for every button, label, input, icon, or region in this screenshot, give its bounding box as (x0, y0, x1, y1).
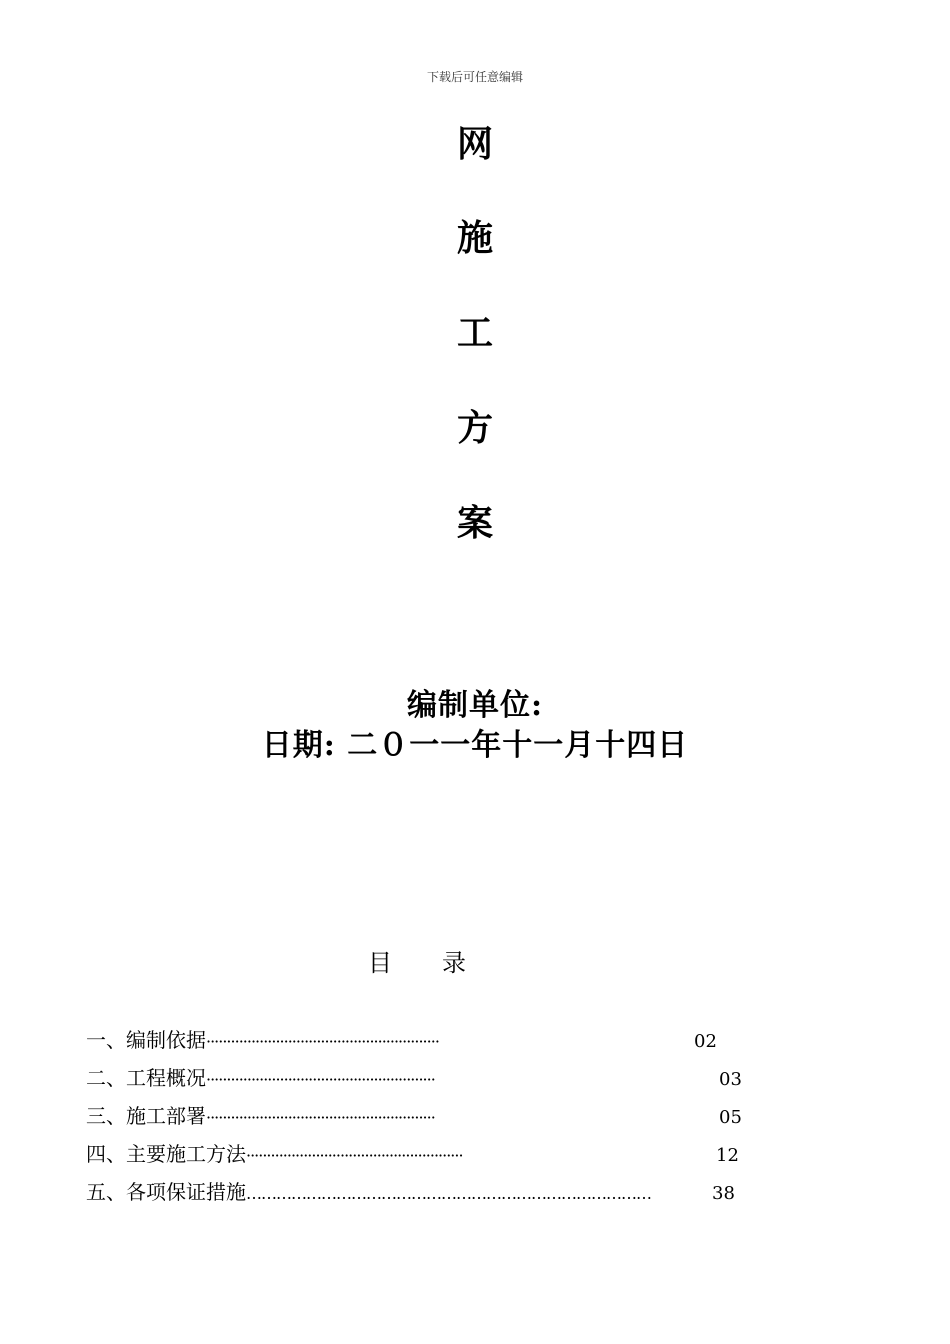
toc-item[interactable] (86, 1101, 786, 1139)
toc-item-page: 03 (719, 1069, 742, 1090)
toc-item-leader: ························································ (206, 1108, 435, 1127)
toc-item-label: 四、主要施工方法 (86, 1142, 246, 1166)
toc-item-page: 38 (712, 1183, 735, 1204)
toc-item-label: 五、各项保证措施 (86, 1180, 246, 1204)
title-char-1: 网 (456, 123, 493, 165)
header-note: 下载后可任意编辑 (426, 70, 523, 84)
toc-item-page: 05 (719, 1107, 742, 1128)
toc-item-leader: ························································· (206, 1032, 439, 1051)
toc-item[interactable] (86, 1025, 786, 1063)
title-char-2: 施 (456, 217, 493, 259)
toc-title (368, 948, 466, 978)
toc-title-right: 录 (442, 949, 466, 977)
toc-item-leader: ····················································· (246, 1146, 463, 1165)
toc-item[interactable] (86, 1177, 786, 1215)
toc-item-label: 一、编制依据 (86, 1028, 206, 1052)
toc-item-page: 12 (716, 1145, 739, 1166)
toc-item[interactable] (86, 1139, 786, 1177)
toc-item-leader: ························································ (206, 1070, 435, 1089)
compiler-label: 编制单位: (406, 688, 544, 723)
title-char-3: 工 (456, 312, 493, 354)
toc-item-label: 二、工程概况 (86, 1066, 206, 1090)
table-of-contents (86, 1025, 786, 1215)
toc-item-page: 02 (694, 1031, 717, 1052)
title-char-4: 方 (456, 407, 493, 449)
date-line: 日期: 二０一一年十一月十四日 (261, 728, 689, 763)
toc-title-left: 目 (368, 949, 392, 977)
toc-item-label: 三、施工部署 (86, 1104, 206, 1128)
toc-item-leader: ……………………………………………………………………… (246, 1184, 651, 1203)
title-char-5: 案 (456, 502, 493, 544)
toc-item[interactable] (86, 1063, 786, 1101)
